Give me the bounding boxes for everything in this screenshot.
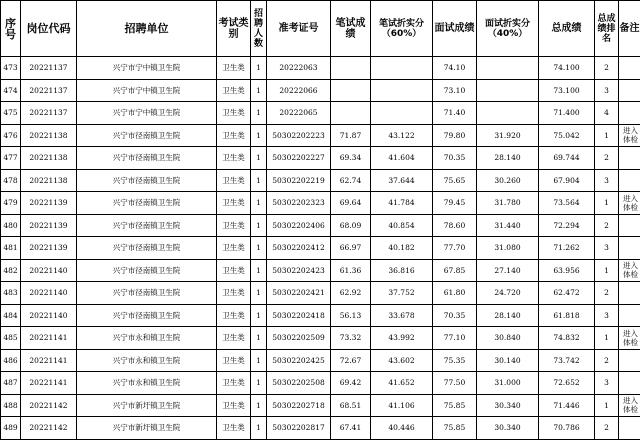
- cell-written-conv: 41.106: [371, 394, 433, 417]
- cell-written: 62.74: [331, 169, 371, 192]
- cell-ticket: 50302202223: [267, 124, 331, 147]
- header-interview: 面试成绩: [433, 1, 477, 57]
- cell-ticket: 50302202323: [267, 192, 331, 215]
- cell-post-code: 20221142: [21, 417, 77, 440]
- cell-recruit-count: 1: [251, 394, 267, 417]
- cell-rank: 1: [595, 259, 619, 282]
- cell-remark: 进入体检: [619, 394, 640, 417]
- cell-recruit-count: 1: [251, 417, 267, 440]
- cell-written-conv: [371, 79, 433, 102]
- cell-unit: 兴宁市永和镇卫生院: [77, 327, 217, 350]
- cell-written-conv: 40.854: [371, 214, 433, 237]
- cell-unit: 兴宁市径南镇卫生院: [77, 124, 217, 147]
- cell-total: 70.786: [539, 417, 595, 440]
- table-row: [1, 79, 640, 102]
- cell-interview: 61.80: [433, 282, 477, 305]
- cell-written-conv: 40.182: [371, 237, 433, 260]
- cell-post-code: 20221139: [21, 237, 77, 260]
- cell-rank: 4: [595, 102, 619, 125]
- cell-rank: 1: [595, 192, 619, 215]
- table-row: [1, 169, 640, 192]
- cell-ticket: 50302202508: [267, 372, 331, 395]
- cell-interview-conv: 31.080: [477, 237, 539, 260]
- cell-total: 72.652: [539, 372, 595, 395]
- cell-seq: 488: [1, 394, 21, 417]
- cell-recruit-count: 1: [251, 102, 267, 125]
- cell-total: 74.832: [539, 327, 595, 350]
- cell-written: 62.92: [331, 282, 371, 305]
- cell-exam-type: 卫生类: [217, 79, 251, 102]
- header-row: [1, 1, 640, 57]
- cell-seq: 486: [1, 349, 21, 372]
- cell-seq: 481: [1, 237, 21, 260]
- cell-exam-type: 卫生类: [217, 214, 251, 237]
- header-recruit-count: 招聘人数: [251, 1, 267, 57]
- cell-unit: 兴宁市永和镇卫生院: [77, 372, 217, 395]
- cell-remark: [619, 147, 640, 170]
- cell-post-code: 20221141: [21, 349, 77, 372]
- cell-total: 67.904: [539, 169, 595, 192]
- cell-remark: [619, 79, 640, 102]
- table-row: [1, 192, 640, 215]
- cell-total: 73.564: [539, 192, 595, 215]
- cell-total: 73.100: [539, 79, 595, 102]
- header-rank: 总成绩排名: [595, 1, 619, 57]
- cell-interview-conv: 30.340: [477, 394, 539, 417]
- cell-remark: [619, 57, 640, 80]
- cell-total: 74.100: [539, 57, 595, 80]
- cell-total: 73.742: [539, 349, 595, 372]
- cell-unit: 兴宁市径南镇卫生院: [77, 147, 217, 170]
- table-row: [1, 147, 640, 170]
- cell-unit: 兴宁市径南镇卫生院: [77, 282, 217, 305]
- cell-ticket: 50302202219: [267, 169, 331, 192]
- cell-post-code: 20221138: [21, 147, 77, 170]
- cell-ticket: 50302202406: [267, 214, 331, 237]
- cell-post-code: 20221140: [21, 259, 77, 282]
- cell-post-code: 20221138: [21, 124, 77, 147]
- cell-recruit-count: 1: [251, 192, 267, 215]
- cell-interview: 75.85: [433, 394, 477, 417]
- cell-post-code: 20221138: [21, 169, 77, 192]
- cell-unit: 兴宁市径南镇卫生院: [77, 259, 217, 282]
- cell-post-code: 20221139: [21, 192, 77, 215]
- cell-exam-type: 卫生类: [217, 124, 251, 147]
- cell-exam-type: 卫生类: [217, 147, 251, 170]
- header-unit: 招聘单位: [77, 1, 217, 57]
- cell-written-conv: 37.752: [371, 282, 433, 305]
- header-interview-conv: 面试折实分（40%）: [477, 1, 539, 57]
- cell-exam-type: 卫生类: [217, 304, 251, 327]
- cell-exam-type: 卫生类: [217, 169, 251, 192]
- table-row: [1, 259, 640, 282]
- cell-post-code: 20221140: [21, 304, 77, 327]
- cell-total: 72.294: [539, 214, 595, 237]
- cell-written-conv: 43.602: [371, 349, 433, 372]
- cell-written-conv: [371, 102, 433, 125]
- cell-ticket: 50302202718: [267, 394, 331, 417]
- cell-interview: 79.80: [433, 124, 477, 147]
- table-row: [1, 394, 640, 417]
- cell-written: [331, 102, 371, 125]
- cell-seq: 483: [1, 282, 21, 305]
- cell-recruit-count: 1: [251, 79, 267, 102]
- cell-written-conv: 41.784: [371, 192, 433, 215]
- cell-written: 73.32: [331, 327, 371, 350]
- cell-remark: [619, 102, 640, 125]
- cell-exam-type: 卫生类: [217, 282, 251, 305]
- table-row: [1, 57, 640, 80]
- cell-remark: 进入体检: [619, 192, 640, 215]
- cell-unit: 兴宁市径南镇卫生院: [77, 169, 217, 192]
- cell-interview-conv: 31.440: [477, 214, 539, 237]
- cell-seq: 485: [1, 327, 21, 350]
- table-row: [1, 237, 640, 260]
- cell-written: 56.13: [331, 304, 371, 327]
- cell-seq: 473: [1, 57, 21, 80]
- header-written-conv: 笔试折实分（60%）: [371, 1, 433, 57]
- table-body: [1, 57, 640, 440]
- cell-ticket: 50302202423: [267, 259, 331, 282]
- cell-written-conv: 40.446: [371, 417, 433, 440]
- cell-post-code: 20221142: [21, 394, 77, 417]
- cell-unit: 兴宁市径南镇卫生院: [77, 214, 217, 237]
- cell-rank: 2: [595, 214, 619, 237]
- cell-seq: 489: [1, 417, 21, 440]
- cell-rank: 1: [595, 327, 619, 350]
- cell-written: 66.97: [331, 237, 371, 260]
- cell-interview: 67.85: [433, 259, 477, 282]
- cell-seq: 478: [1, 169, 21, 192]
- cell-interview-conv: 27.140: [477, 259, 539, 282]
- cell-interview: 70.35: [433, 304, 477, 327]
- cell-interview-conv: 30.840: [477, 327, 539, 350]
- cell-written: 68.51: [331, 394, 371, 417]
- cell-interview: 74.10: [433, 57, 477, 80]
- cell-remark: [619, 237, 640, 260]
- cell-written: [331, 79, 371, 102]
- cell-recruit-count: 1: [251, 372, 267, 395]
- header-written: 笔试成绩: [331, 1, 371, 57]
- cell-unit: 兴宁市宁中镇卫生院: [77, 79, 217, 102]
- cell-total: 62.472: [539, 282, 595, 305]
- cell-interview: 75.65: [433, 169, 477, 192]
- header-exam-type: 考试类别: [217, 1, 251, 57]
- cell-rank: 2: [595, 417, 619, 440]
- cell-written: 68.09: [331, 214, 371, 237]
- cell-written-conv: [371, 57, 433, 80]
- cell-interview-conv: 31.920: [477, 124, 539, 147]
- cell-seq: 474: [1, 79, 21, 102]
- cell-exam-type: 卫生类: [217, 372, 251, 395]
- cell-unit: 兴宁市新圩镇卫生院: [77, 417, 217, 440]
- cell-recruit-count: 1: [251, 349, 267, 372]
- table-row: [1, 372, 640, 395]
- cell-interview-conv: 30.260: [477, 169, 539, 192]
- table-row: [1, 304, 640, 327]
- table-row: [1, 282, 640, 305]
- cell-seq: 484: [1, 304, 21, 327]
- cell-remark: [619, 372, 640, 395]
- cell-total: 69.744: [539, 147, 595, 170]
- cell-written-conv: 43.992: [371, 327, 433, 350]
- cell-written-conv: 33.678: [371, 304, 433, 327]
- cell-seq: 479: [1, 192, 21, 215]
- cell-remark: 进入体检: [619, 327, 640, 350]
- cell-total: 63.956: [539, 259, 595, 282]
- cell-written: 69.64: [331, 192, 371, 215]
- cell-ticket: 50302202227: [267, 147, 331, 170]
- header-total: 总成绩: [539, 1, 595, 57]
- cell-interview: 70.35: [433, 147, 477, 170]
- cell-interview: 77.50: [433, 372, 477, 395]
- cell-remark: [619, 304, 640, 327]
- cell-interview: 75.35: [433, 349, 477, 372]
- cell-exam-type: 卫生类: [217, 394, 251, 417]
- cell-interview: 71.40: [433, 102, 477, 125]
- cell-recruit-count: 1: [251, 327, 267, 350]
- cell-rank: 3: [595, 79, 619, 102]
- header-seq: 序号: [1, 1, 21, 57]
- cell-seq: 475: [1, 102, 21, 125]
- cell-interview-conv: 30.340: [477, 417, 539, 440]
- header-ticket: 准考证号: [267, 1, 331, 57]
- cell-written: 69.42: [331, 372, 371, 395]
- cell-exam-type: 卫生类: [217, 102, 251, 125]
- cell-interview-conv: [477, 102, 539, 125]
- cell-exam-type: 卫生类: [217, 327, 251, 350]
- cell-interview: 75.85: [433, 417, 477, 440]
- cell-seq: 480: [1, 214, 21, 237]
- cell-post-code: 20221141: [21, 327, 77, 350]
- cell-ticket: 50302202418: [267, 304, 331, 327]
- cell-rank: 3: [595, 237, 619, 260]
- cell-written-conv: 37.644: [371, 169, 433, 192]
- cell-remark: [619, 169, 640, 192]
- cell-seq: 476: [1, 124, 21, 147]
- cell-interview: 77.10: [433, 327, 477, 350]
- cell-exam-type: 卫生类: [217, 57, 251, 80]
- cell-recruit-count: 1: [251, 169, 267, 192]
- cell-exam-type: 卫生类: [217, 237, 251, 260]
- cell-rank: 2: [595, 147, 619, 170]
- cell-written: 72.67: [331, 349, 371, 372]
- header-post-code: 岗位代码: [21, 1, 77, 57]
- cell-recruit-count: 1: [251, 259, 267, 282]
- cell-total: 61.818: [539, 304, 595, 327]
- cell-unit: 兴宁市径南镇卫生院: [77, 192, 217, 215]
- cell-ticket: 20222063: [267, 57, 331, 80]
- table-row: [1, 124, 640, 147]
- cell-written-conv: 36.816: [371, 259, 433, 282]
- table-row: [1, 327, 640, 350]
- cell-unit: 兴宁市径南镇卫生院: [77, 237, 217, 260]
- cell-recruit-count: 1: [251, 57, 267, 80]
- cell-written-conv: 43.122: [371, 124, 433, 147]
- cell-seq: 487: [1, 372, 21, 395]
- cell-rank: 1: [595, 124, 619, 147]
- cell-ticket: 50302202817: [267, 417, 331, 440]
- cell-recruit-count: 1: [251, 304, 267, 327]
- cell-post-code: 20221137: [21, 102, 77, 125]
- cell-remark: [619, 214, 640, 237]
- cell-unit: 兴宁市永和镇卫生院: [77, 349, 217, 372]
- cell-total: 71.262: [539, 237, 595, 260]
- cell-rank: 1: [595, 394, 619, 417]
- table-row: [1, 102, 640, 125]
- cell-written: 67.41: [331, 417, 371, 440]
- cell-rank: 3: [595, 169, 619, 192]
- cell-unit: 兴宁市径南镇卫生院: [77, 304, 217, 327]
- cell-seq: 477: [1, 147, 21, 170]
- cell-seq: 482: [1, 259, 21, 282]
- cell-written-conv: 41.652: [371, 372, 433, 395]
- cell-recruit-count: 1: [251, 237, 267, 260]
- cell-exam-type: 卫生类: [217, 349, 251, 372]
- cell-exam-type: 卫生类: [217, 192, 251, 215]
- cell-remark: 进入体检: [619, 259, 640, 282]
- cell-interview-conv: [477, 57, 539, 80]
- cell-ticket: 50302202421: [267, 282, 331, 305]
- cell-interview-conv: [477, 79, 539, 102]
- cell-post-code: 20221141: [21, 372, 77, 395]
- cell-ticket: 50302202425: [267, 349, 331, 372]
- cell-interview: 73.10: [433, 79, 477, 102]
- cell-interview: 77.70: [433, 237, 477, 260]
- cell-remark: [619, 282, 640, 305]
- cell-written: 61.36: [331, 259, 371, 282]
- cell-ticket: 20222066: [267, 79, 331, 102]
- cell-total: 71.446: [539, 394, 595, 417]
- cell-interview-conv: 31.000: [477, 372, 539, 395]
- cell-remark: 进入体检: [619, 124, 640, 147]
- table-row: [1, 214, 640, 237]
- cell-interview: 79.45: [433, 192, 477, 215]
- cell-recruit-count: 1: [251, 214, 267, 237]
- cell-interview-conv: 31.780: [477, 192, 539, 215]
- cell-interview-conv: 30.140: [477, 349, 539, 372]
- cell-ticket: 50302202509: [267, 327, 331, 350]
- cell-written: 69.34: [331, 147, 371, 170]
- cell-post-code: 20221140: [21, 282, 77, 305]
- cell-unit: 兴宁市宁中镇卫生院: [77, 102, 217, 125]
- cell-ticket: 50302202412: [267, 237, 331, 260]
- cell-rank: 3: [595, 372, 619, 395]
- cell-recruit-count: 1: [251, 282, 267, 305]
- cell-rank: 2: [595, 282, 619, 305]
- cell-written: [331, 57, 371, 80]
- cell-written-conv: 41.604: [371, 147, 433, 170]
- cell-written: 71.87: [331, 124, 371, 147]
- cell-post-code: 20221139: [21, 214, 77, 237]
- cell-post-code: 20221137: [21, 57, 77, 80]
- cell-exam-type: 卫生类: [217, 259, 251, 282]
- table-row: [1, 349, 640, 372]
- cell-recruit-count: 1: [251, 147, 267, 170]
- cell-interview: 78.60: [433, 214, 477, 237]
- cell-remark: [619, 349, 640, 372]
- cell-interview-conv: 28.140: [477, 147, 539, 170]
- cell-rank: 3: [595, 304, 619, 327]
- cell-rank: 2: [595, 349, 619, 372]
- cell-post-code: 20221137: [21, 79, 77, 102]
- cell-exam-type: 卫生类: [217, 417, 251, 440]
- cell-ticket: 20222065: [267, 102, 331, 125]
- cell-unit: 兴宁市宁中镇卫生院: [77, 57, 217, 80]
- cell-total: 71.400: [539, 102, 595, 125]
- cell-interview-conv: 28.140: [477, 304, 539, 327]
- header-remark: 备注: [619, 1, 640, 57]
- cell-total: 75.042: [539, 124, 595, 147]
- cell-interview-conv: 24.720: [477, 282, 539, 305]
- cell-unit: 兴宁市新圩镇卫生院: [77, 394, 217, 417]
- cell-recruit-count: 1: [251, 124, 267, 147]
- cell-rank: 2: [595, 57, 619, 80]
